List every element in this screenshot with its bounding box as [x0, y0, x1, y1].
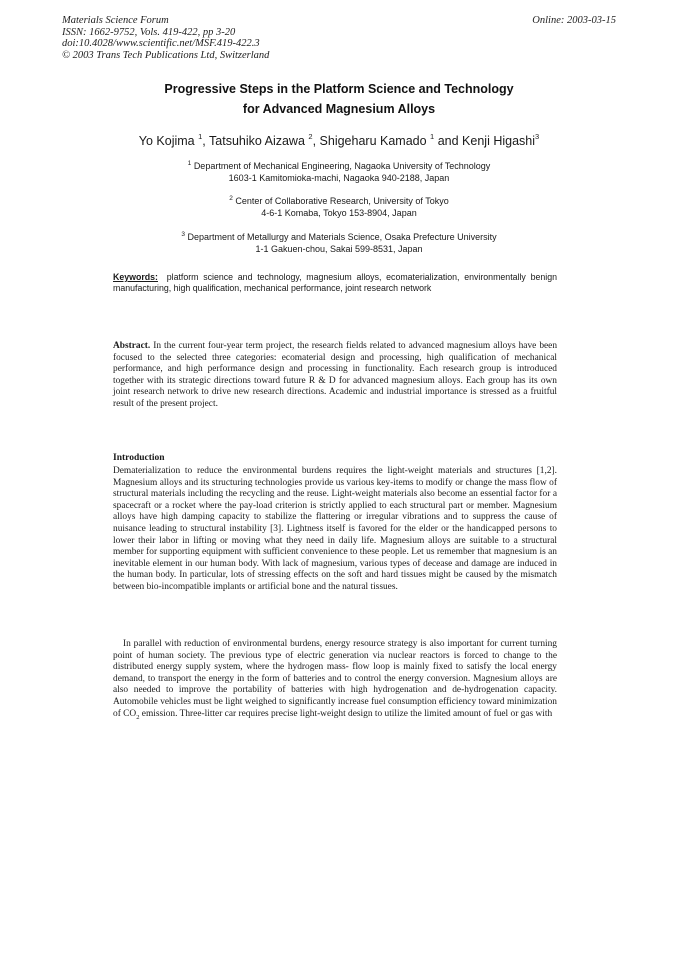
author-name: Tatsuhiko Aizawa — [209, 134, 305, 148]
author-separator: and — [437, 134, 459, 148]
affiliation-mark: 2 — [229, 195, 233, 202]
affiliation-1 — [60, 160, 618, 184]
author-affiliation-mark: 2 — [308, 132, 313, 141]
paragraph-text: emission. Three-litter car requires precise light-weight design to utilize the limited amount of fuel or gas with — [139, 708, 553, 719]
abstract-label: Abstract. — [113, 341, 151, 351]
author-separator: , — [202, 134, 206, 148]
introduction-paragraph-1: Dematerialization to reduce the environmental burdens requires the light-weight materials and structures [1,2]. Magnesium alloys and its structuring technologies provide us various key-items to modify or change the mass flow of structural materials including the recycling and the reuse. Light-weight materials also become an essential factor for a spacecraft or a rocket where the pay-load criterion is strictly applied to each structural part or member. Magnesium alloys have high damping capacity to stabilize the flattering or irregular vibrations and to suppress the cause of nuisance leading to structural instability [3]. Lightness itself is favored for the elder or the handicapped persons to lower their labor in lifting or moving what they need in daily life. Magnesium alloys are suitable to a structural member for supporting equipment with sufficient convenience to these people. Let us remember that magnesium is an inevitable element in our human body. With lack of magnesium, various types of decease and damage are induced in the human body. In particular, lots of stressing effects on the soft and hard tissues might be caused by the mismatch between bio-incompatible implants or artificial bone and the natural tissues. — [113, 466, 557, 592]
abstract-text: In the current four-year term project, the research fields related to advanced magnesium alloys have been focused to the selected three categories: ecomaterial design and processing, high qualification of mechanical performance, and high performance design and processing in functionality. Each research group is introduced together with its strategic directions toward future R & D for advanced magnesium alloys. Each group has its own joint research network to drive new research directions. Academic and industrial importance is stressed as a fruitful result of the present project. — [113, 341, 558, 409]
abstract-block — [113, 341, 557, 411]
paper-title — [100, 79, 578, 119]
copyright-line: © 2003 Trans Tech Publications Ltd, Switzerland — [62, 49, 270, 61]
author-affiliation-mark: 1 — [198, 132, 203, 141]
title-line-2: for Advanced Magnesium Alloys — [242, 102, 436, 116]
paragraph-text: In parallel with reduction of environmental burdens, energy resource strategy is also important for current turning point of human society. The previous type of electric generation via nuclear reactors is forced to change to the distributed energy supply system, where the hydrogen mass- flow loop is mainly fixed to satisfy the local energy demand, to transport the energy in the form of batteries and to control the energy conversion. Magnesium alloys are also needed to improve the portability of batteries with high hydrogenation and de-hydrogenation capacity. Automobile vehicles must be light weighed to significantly increase fuel consumption efficiency toward minimization of CO — [113, 639, 557, 719]
introduction-paragraph-2 — [113, 639, 557, 720]
author-name: Kenji Higashi — [462, 134, 536, 148]
affiliation-3 — [60, 231, 618, 255]
author-affiliation-mark: 1 — [430, 132, 435, 141]
journal-header — [62, 15, 422, 61]
author-name: Yo Kojima — [138, 134, 195, 148]
keywords-text: platform science and technology, magnesium alloys, ecomaterialization, environmentally benign manufacturing, high qualification, mechanical performance, joint research network — [113, 272, 557, 294]
author-separator: , — [312, 134, 317, 148]
affiliation-mark: 1 — [187, 160, 192, 167]
title-line-1: Progressive Steps in the Platform Science and Technology — [164, 82, 514, 96]
affiliation-address: 4-6-1 Komaba, Tokyo 153-8904, Japan — [261, 208, 417, 218]
affiliation-department: Department of Metallurgy and Materials Science, Osaka Prefecture University — [187, 232, 497, 242]
affiliation-department: Center of Collaborative Research, University of Tokyo — [235, 196, 449, 206]
keywords-label: Keywords: — [113, 272, 158, 282]
author-list — [60, 133, 618, 149]
subscript: 2 — [136, 713, 140, 721]
keywords-block — [113, 272, 557, 295]
section-heading-introduction: Introduction — [113, 453, 165, 463]
issn-line: ISSN: 1662-9752, Vols. 419-422, pp 3-20 — [62, 26, 236, 38]
doi-line: doi:10.4028/www.scientific.net/MSF.419-422.3 — [62, 38, 260, 49]
author-name: Shigeharu Kamado — [319, 134, 427, 148]
affiliation-address: 1-1 Gakuen-chou, Sakai 599-8531, Japan — [255, 244, 423, 254]
affiliation-mark: 3 — [181, 231, 185, 238]
journal-name: Materials Science Forum — [62, 15, 169, 26]
author-affiliation-mark: 3 — [535, 132, 540, 141]
affiliation-address: 1603-1 Kamitomioka-machi, Nagaoka 940-2188, Japan — [228, 173, 450, 183]
affiliation-2 — [60, 195, 618, 219]
online-date: Online: 2003-03-15 — [532, 15, 616, 26]
affiliation-department: Department of Mechanical Engineering, Nagaoka University of Technology — [193, 161, 491, 171]
